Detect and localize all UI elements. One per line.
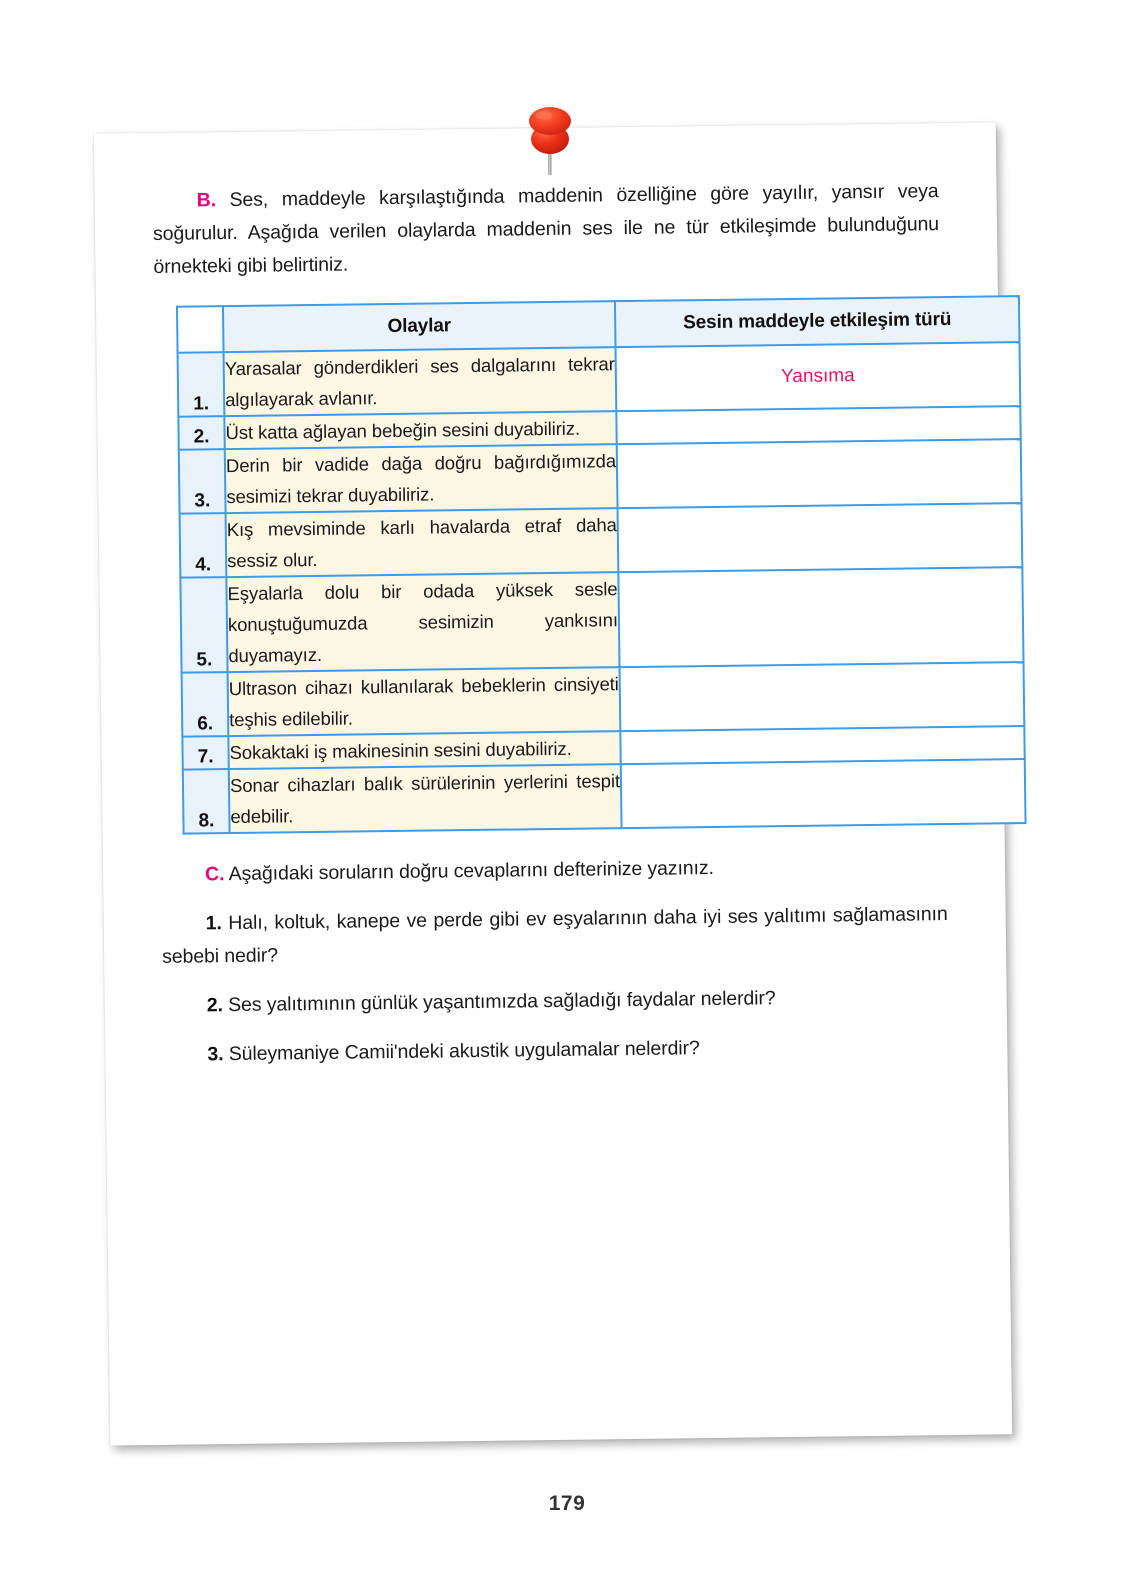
table-row: [183, 759, 1026, 834]
row-event-text: Kış mevsiminde karlı havalarda etraf daha sessiz olur.: [226, 508, 619, 577]
page-sheet: [94, 122, 1012, 1445]
row-number: 7.: [182, 736, 228, 770]
row-number: 5.: [180, 577, 227, 673]
section-b-paragraph: [152, 175, 939, 284]
table-body: [178, 342, 1026, 834]
row-event-text: Yarasalar gönderdikleri ses dalgalarını tekrar algılayarak avlanır.: [224, 347, 617, 416]
interaction-table: [176, 295, 1027, 835]
row-number: 1.: [178, 352, 225, 417]
table-row: [180, 503, 1023, 578]
question-number: 3.: [207, 1043, 224, 1066]
question-number: 1.: [205, 912, 222, 935]
row-answer-field[interactable]: [621, 759, 1026, 828]
page-number: 179: [548, 1492, 586, 1515]
paragraph-indent: [161, 880, 205, 881]
row-event-text: Derin bir vadide dağa doğru bağırdığımızda sesimizi tekrar duyabiliriz.: [225, 444, 618, 513]
row-answer-field[interactable]: Yansıma: [616, 342, 1021, 411]
paragraph-indent: [163, 1011, 207, 1012]
row-event-text: Eşyalarla dolu bir odada yüksek sesle konuştuğumuzda sesimizin yankısını duyamayız.: [226, 572, 619, 672]
row-number: 4.: [180, 513, 227, 578]
row-event-text: Sokaktaki iş makinesinin sesini duyabiliriz.: [228, 731, 620, 769]
pushpin-icon: [516, 95, 584, 177]
row-answer-field[interactable]: [620, 662, 1025, 731]
section-b-marker: B.: [196, 189, 217, 212]
row-answer-field[interactable]: [617, 439, 1022, 508]
table-row: [179, 439, 1022, 514]
section-c: [161, 849, 950, 1072]
question-text: Süleymaniye Camii'ndeki akustik uygulamalar nelerdir?: [228, 1037, 700, 1066]
column-header-events: Olaylar: [223, 301, 616, 352]
row-number: 3.: [179, 449, 226, 514]
column-header-type: Sesin maddeyle etkileşim türü: [615, 296, 1020, 347]
question-item: [162, 898, 949, 974]
row-number: 2.: [178, 416, 224, 450]
row-number: 6.: [182, 672, 229, 737]
section-c-intro: [161, 849, 947, 892]
table-header-spacer: [177, 306, 224, 353]
row-answer-field[interactable]: [616, 406, 1020, 444]
paragraph-indent: [163, 1060, 207, 1061]
row-answer-field[interactable]: [618, 503, 1023, 572]
row-event-text: Ultrason cihazı kullanılarak bebeklerin cinsiyeti teşhis edilebilir.: [228, 667, 621, 736]
question-list: [162, 898, 950, 1072]
table-row: [182, 662, 1025, 737]
question-text: Halı, koltuk, kanepe ve perde gibi ev eşyalarının daha iyi ses yalıtımı sağlamasının sebebi nedir?: [162, 903, 948, 968]
row-answer-field[interactable]: [618, 567, 1023, 667]
table-row: [180, 567, 1023, 673]
paragraph-indent: [162, 929, 206, 930]
section-c-marker: C.: [204, 863, 225, 886]
question-item: [163, 1029, 949, 1072]
row-event-text: Sonar cihazları balık sürülerinin yerlerini tespit edebilir.: [229, 764, 622, 833]
row-answer-field[interactable]: [620, 726, 1024, 764]
question-item: [163, 980, 949, 1023]
question-number: 2.: [206, 994, 223, 1017]
table-row: [178, 342, 1021, 417]
paragraph-indent: [153, 206, 197, 207]
section-b-text: Ses, maddeyle karşılaştığında maddenin özelliğine göre yayılır, yansır veya soğurulur. Aşağıda verilen olaylarda maddenin ses ile ne tür etkileşimde bulunduğunu örnekteki gibi belirtiniz.: [152, 180, 940, 278]
row-number: 8.: [183, 769, 230, 834]
row-event-text: Üst katta ağlayan bebeğin sesini duyabiliriz.: [224, 411, 616, 449]
question-text: Ses yalıtımının günlük yaşantımızda sağladığı faydalar nelerdir?: [228, 987, 776, 1017]
section-c-text: Aşağıdaki soruların doğru cevaplarını defterinize yazınız.: [228, 856, 714, 886]
